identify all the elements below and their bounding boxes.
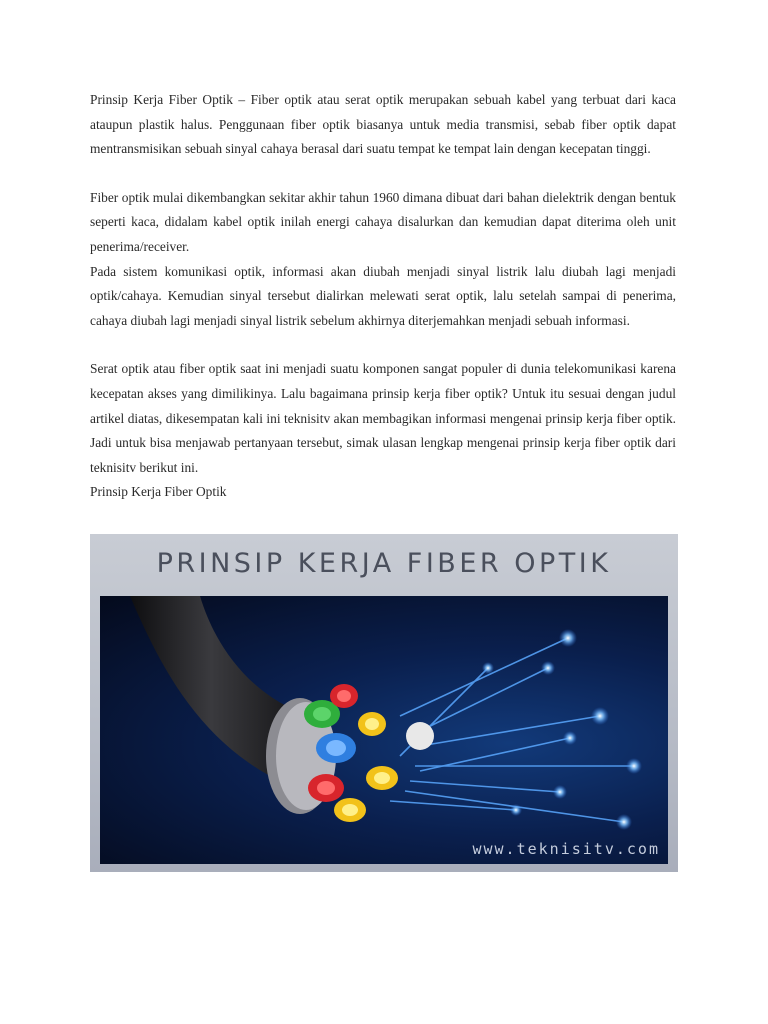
colored-tubes <box>304 684 434 822</box>
cable-illustration <box>100 596 668 864</box>
figure-caption: Prinsip Kerja Fiber Optik <box>90 484 227 500</box>
fiber-glow-points <box>482 629 642 830</box>
paragraph-system: Pada sistem komunikasi optik, informasi akan diubah menjadi sinyal listrik lalu diubah lagi menjadi optik/cahaya. Kemudian sinyal tersebut dialirkan melewati serat optik, lalu setelah sampai di penerima, cahaya diubah lagi menjadi sinyal listrik sebelum akhirnya diterjemahkan menjadi sebuah informasi. <box>90 263 676 328</box>
watermark: www.teknisitv.com <box>472 840 660 858</box>
paragraph-history: Fiber optik mulai dikembangkan sekitar akhir tahun 1960 dimana dibuat dari bahan dielektrik dengan bentuk seperti kaca, didalam kabel optik inilah energi cahaya disalurkan dan kemudian dapat diterima oleh unit penerima/receiver. <box>90 189 676 254</box>
article-body <box>90 88 676 505</box>
fiber-optic-cable-icon <box>100 596 668 864</box>
paragraph-intro: Prinsip Kerja Fiber Optik – Fiber optik atau serat optik merupakan sebuah kabel yang terbuat dari kaca ataupun plastik halus. Penggunaan fiber optik biasanya untuk media transmisi, sebab fiber optik dapat mentransmisikan sebuah sinyal cahaya berasal dari suatu tempat ke tempat lain dengan kecepatan tinggi. <box>90 92 676 157</box>
figure-title: PRINSIP KERJA FIBER OPTIK <box>156 548 612 579</box>
paragraph-popularity: Serat optik atau fiber optik saat ini menjadi suatu komponen sangat populer di dunia telekomunikasi karena kecepatan akses yang dimilikinya. Lalu bagaimana prinsip kerja fiber optik? Untuk itu sesuai dengan judul artikel diatas, dikesempatan kali ini teknisitv akan membagikan informasi mengenai prinsip kerja fiber optik. Jadi untuk bisa menjawab pertanyaan tersebut, simak ulasan lengkap mengenai prinsip kerja fiber optik dari teknisitv berikut ini. <box>90 361 676 475</box>
fiber-optic-figure <box>90 534 678 872</box>
